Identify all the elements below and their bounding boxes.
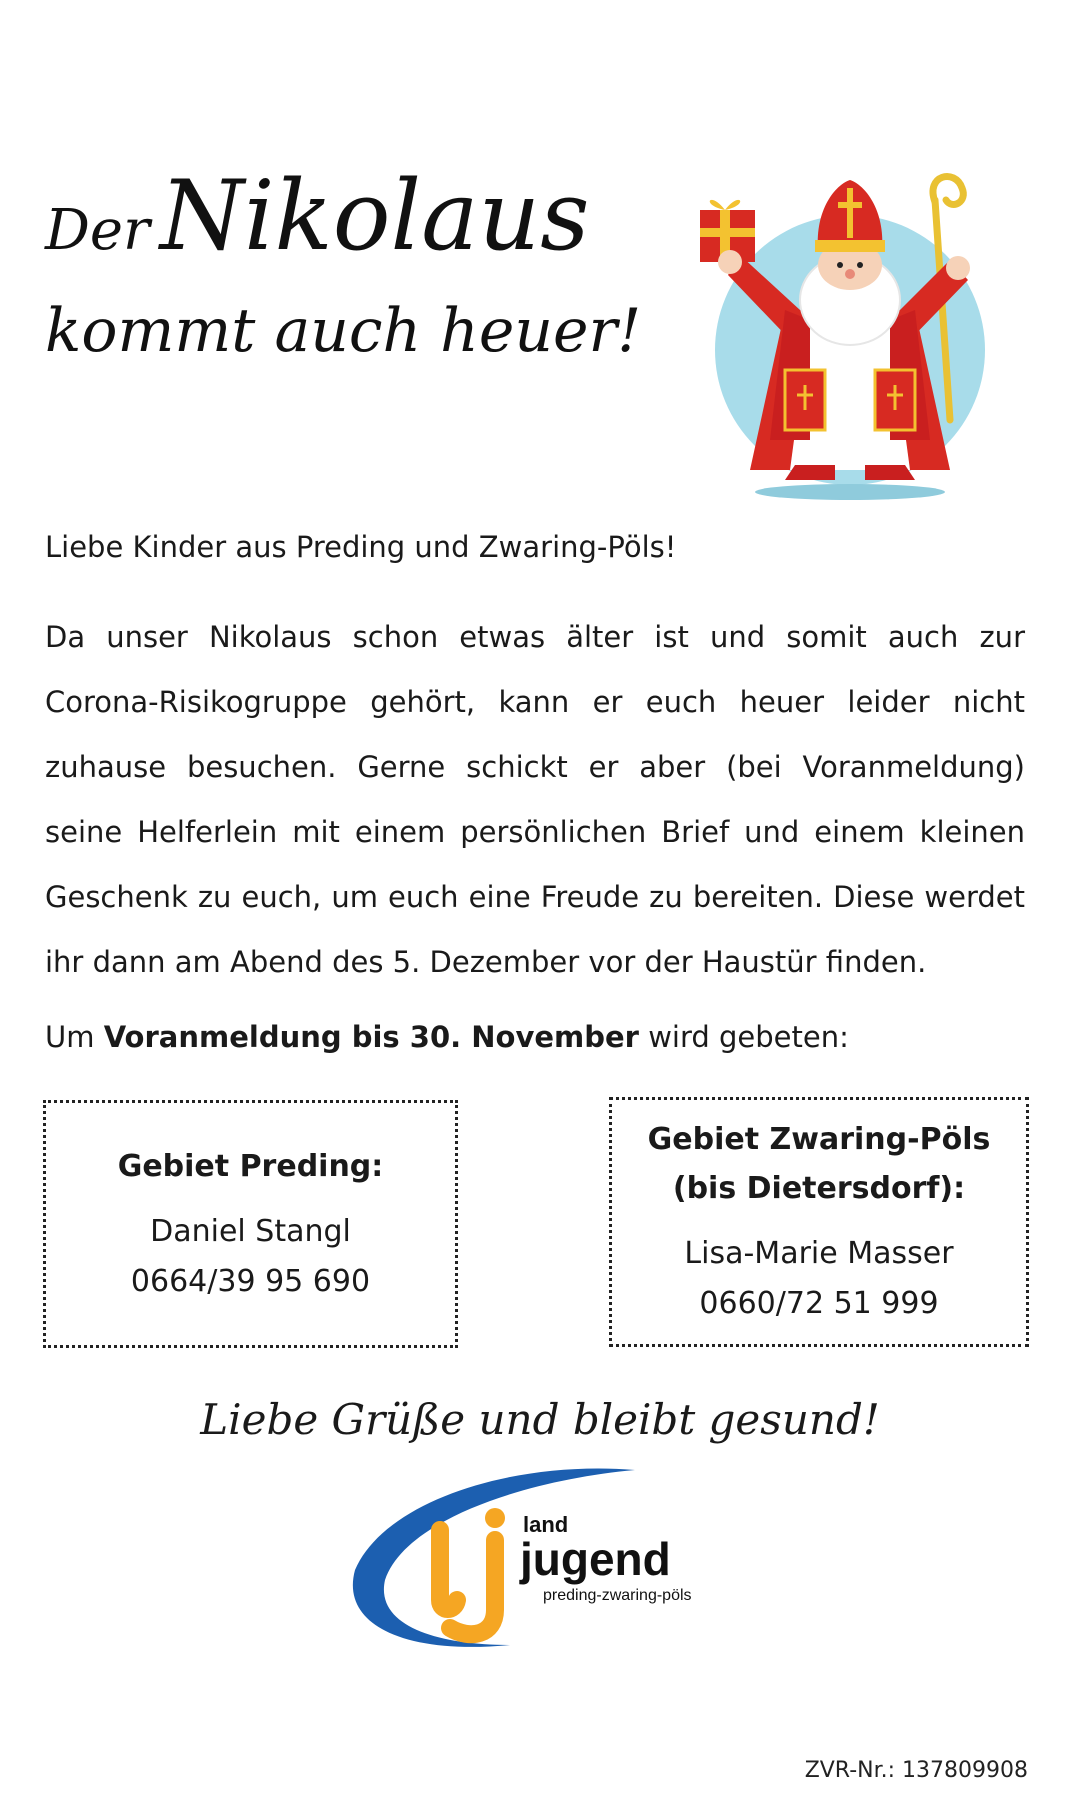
page-title [45, 160, 590, 272]
page-subtitle: kommt auch heuer! [45, 296, 642, 366]
prereg-deadline: Voranmeldung bis 30. November [103, 1020, 639, 1054]
title-der: Der [45, 198, 150, 263]
nikolaus-icon [700, 170, 1030, 510]
contact-name: Lisa-Marie Masser [684, 1236, 954, 1271]
prereg-suffix: wird gebeten: [638, 1020, 849, 1054]
contact-phone[interactable]: 0660/72 51 999 [699, 1286, 939, 1321]
title-nikolaus: Nikolaus [159, 160, 590, 272]
prereg-prefix: Um [45, 1020, 104, 1054]
contact-box-preding [43, 1100, 458, 1348]
closing-greeting: Liebe Grüße und bleibt gesund! [200, 1395, 880, 1444]
landjugend-logo [345, 1460, 735, 1670]
contact-phone[interactable]: 0664/39 95 690 [130, 1263, 371, 1299]
contact-box-zwaring-poels [609, 1097, 1029, 1347]
preregistration-note [45, 1020, 849, 1054]
logo-text-jugend: jugend [520, 1533, 671, 1585]
contact-area-title: Gebiet Preding: [117, 1148, 384, 1184]
body-text: Da unser Nikolaus schon etwas älter ist und somit auch zur Corona-Risikogruppe gehört, kann er euch heuer leider nicht zuhause besuchen. Gerne schickt er aber (bei Voranmeldung) seine Helferlein mit einem persönlichen Brief und einem kleinen Geschenk zu euch, um euch eine Freude zu bereiten. Diese werdet ihr dann am Abend des 5. Dezember vor der Haustür finden. [45, 620, 1025, 979]
greeting: Liebe Kinder aus Preding und Zwaring-Pöls! [45, 530, 677, 564]
contact-area-title: Gebiet Zwaring-Pöls (bis Dietersdorf): [647, 1122, 991, 1206]
logo-text-land: land [523, 1512, 569, 1537]
zvr-number: ZVR-Nr.: 137809908 [804, 1758, 1028, 1783]
logo-text-sub: preding-zwaring-pöls [543, 1587, 692, 1604]
contact-name: Daniel Stangl [150, 1213, 351, 1249]
